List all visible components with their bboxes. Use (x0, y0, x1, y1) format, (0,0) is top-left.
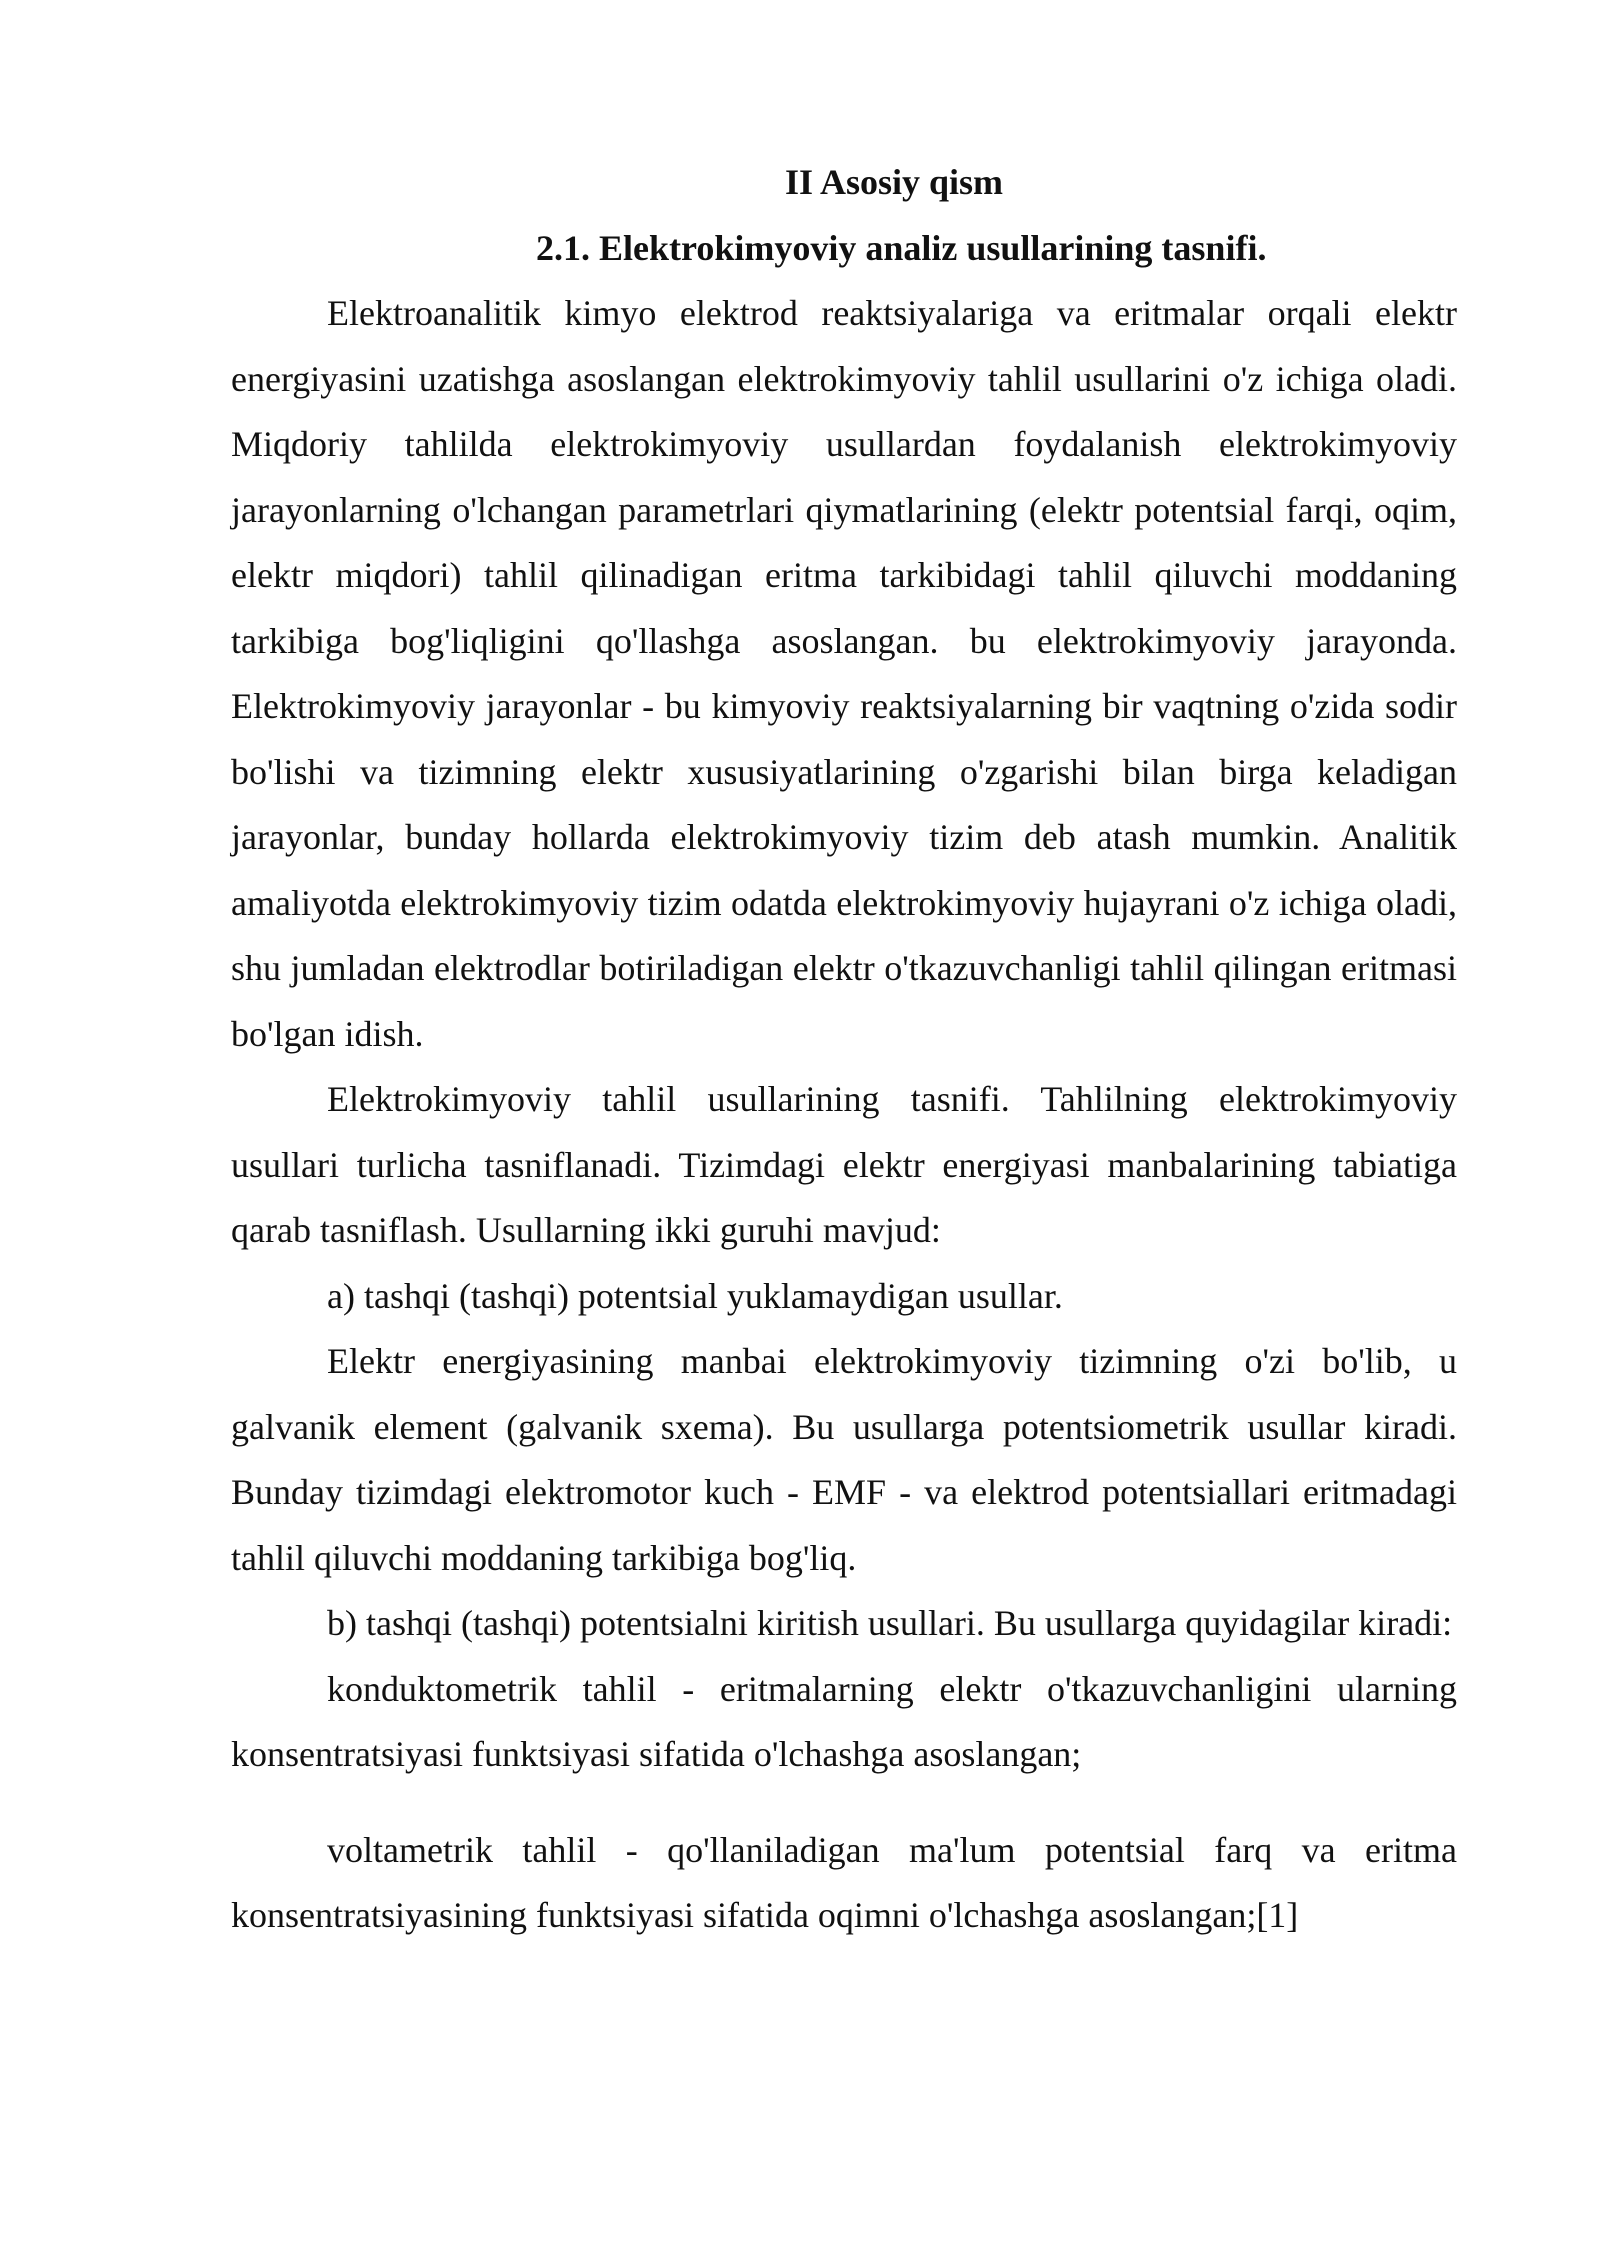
subsection-title: 2.1. Elektrokimyoviy analiz usullarining tasnifi. (536, 227, 1267, 268)
document-body (231, 150, 1457, 1949)
section-title: II Asosiy qism (784, 162, 1004, 202)
paragraph-group-b: b) tashqi (tashqi) potentsialni kiritish usullari. Bu usullarga quyidagilar kiradi: (327, 1603, 1453, 1643)
paragraph-conductometric: konduktometrik tahlil - eritmalarning elektr o'tkazuvchanligini ularning konsentratsiyasi funktsiyasi sifatida o'lchashga asoslangan; (231, 1668, 1457, 1774)
paragraph-galvanic: Elektr energiyasining manbai elektrokimyoviy tizimning o'zi bo'lib, u galvanik element (galvanik sxema). Bu usullarga potentsiometrik usullar kiradi. Bunday tizimdagi elektromotor kuch - EMF - va elektrod potentsiallari eritmadagi tahlil qiluvchi moddaning tarkibiga bog'liq. (231, 1341, 1457, 1578)
paragraph-voltammetric: voltametrik tahlil - qo'llaniladigan ma'lum potentsial farq va eritma konsentratsiyasining funktsiyasi sifatida oqimni o'lchashga asoslangan;[1] (231, 1829, 1457, 1935)
paragraph-classification: Elektrokimyoviy tahlil usullarining tasnifi. Tahlilning elektrokimyoviy usullari turlicha tasniflanadi. Tizimdagi elektr energiyasi manbalarining tabiatiga qarab tasniflash. Usullarning ikki guruhi mavjud: (231, 1079, 1457, 1250)
paragraph-intro: Elektroanalitik kimyo elektrod reaktsiyalariga va eritmalar orqali elektr energiyasini uzatishga asoslangan elektrokimyoviy tahlil usullarini o'z ichiga oladi. Miqdoriy tahlilda elektrokimyoviy usullardan foydalanish elektrokimyoviy jarayonlarning o'lchangan parametrlari qiymatlarining (elektr potentsial farqi, oqim, elektr miqdori) tahlil qilinadigan eritma tarkibidagi tahlil qiluvchi moddaning tarkibiga bog'liqligini qo'llashga asoslangan. bu elektrokimyoviy jarayonda. Elektrokimyoviy jarayonlar - bu kimyoviy reaktsiyalarning bir vaqtning o'zida sodir bo'lishi va tizimning elektr xususiyatlarining o'zgarishi bilan birga keladigan jarayonlar, bunday hollarda elektrokimyoviy tizim deb atash mumkin. Analitik amaliyotda elektrokimyoviy tizim odatda elektrokimyoviy hujayrani o'z ichiga oladi, shu jumladan elektrodlar botiriladigan elektr o'tkazuvchanligi tahlil qilingan eritmasi bo'lgan idish. (231, 293, 1457, 1054)
paragraph-group-a: a) tashqi (tashqi) potentsial yuklamaydigan usullar. (327, 1275, 1063, 1316)
